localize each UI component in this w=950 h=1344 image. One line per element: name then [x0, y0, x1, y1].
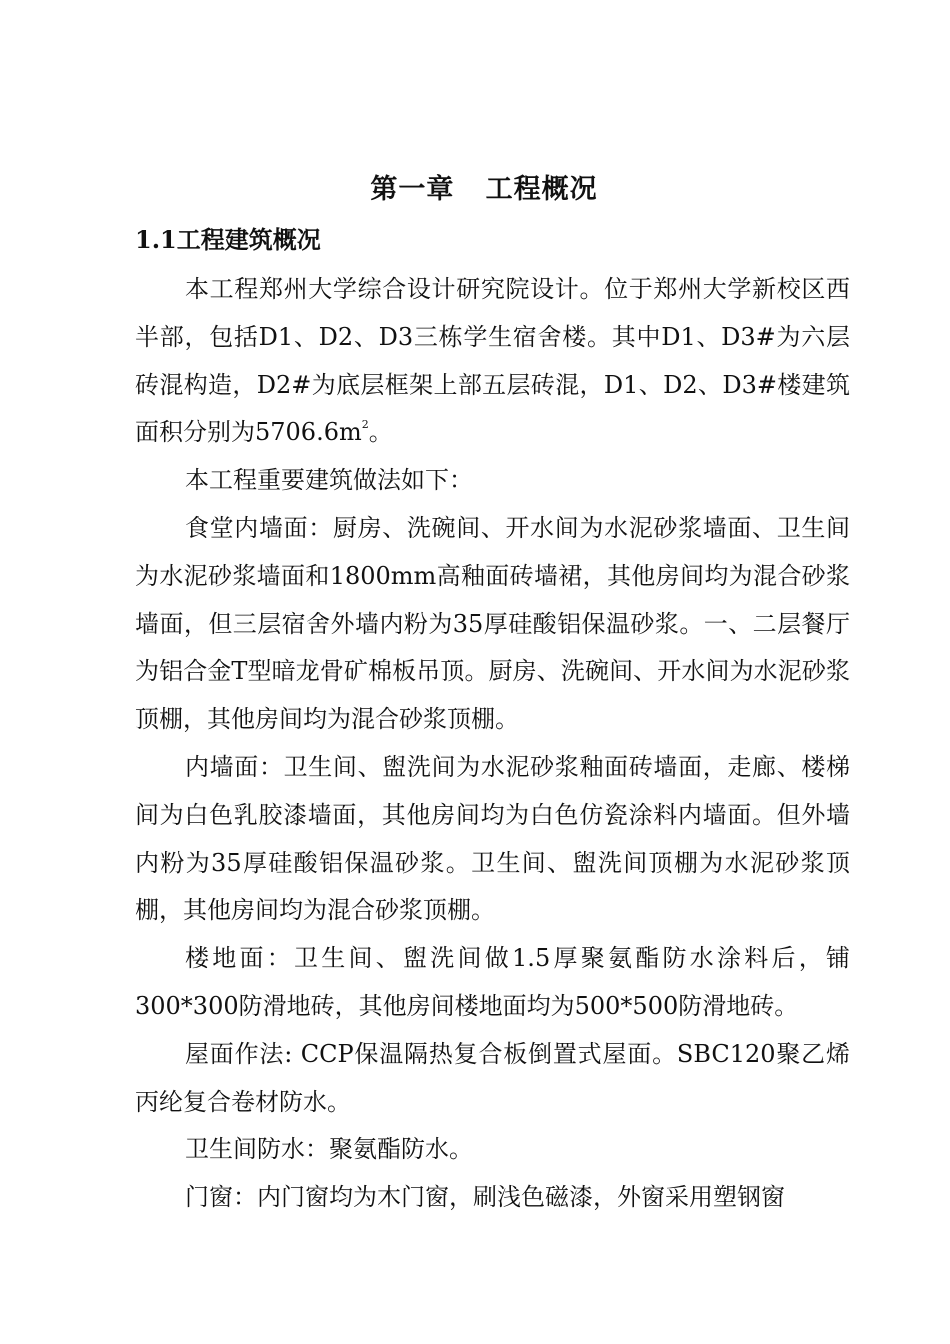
paragraph-canteen-walls: 食堂内墙面：厨房、洗碗间、开水间为水泥砂浆墙面、卫生间为水泥砂浆墙面和1800mm高釉面砖墙裙，其他房间均为混合砂浆墙面，但三层宿舍外墙内粉为35厚硅酸铝保温砂浆。一、二层餐厅为铝合金T型暗龙骨矿棉板吊顶。厨房、洗碗间、开水间为水泥砂浆顶棚，其他房间均为混合砂浆顶棚。 [135, 513, 850, 734]
paragraph-methods-intro: 本工程重要建筑做法如下： [185, 466, 473, 495]
paragraph-roof: 屋面作法: CCP保温隔热复合板倒置式屋面。SBC120聚乙烯丙纶复合卷材防水。 [135, 1039, 850, 1116]
section-title: 1.1工程建筑概况 [135, 225, 321, 254]
paragraph-waterproofing: 卫生间防水：聚氨酯防水。 [185, 1135, 473, 1164]
paragraph-doors-windows: 门窗：内门窗均为木门窗，刷浅色磁漆，外窗采用塑钢窗 [185, 1183, 785, 1212]
paragraph-overview-tail: 。 [368, 418, 393, 447]
paragraph-floors: 楼地面：卫生间、盥洗间做1.5厚聚氨酯防水涂料后，铺300*300防滑地砖，其他房间楼地面均为500*500防滑地砖。 [135, 944, 850, 1020]
paragraph-overview-text: 本工程郑州大学综合设计研究院设计。位于郑州大学新校区西半部，包括D1、D2、D3三栋学生宿舍楼。其中D1、D3#为六层砖混构造，D2#为底层框架上部五层砖混，D1、D2、D3#楼建筑面积分别为5706.6m [135, 275, 850, 447]
paragraph-overview [135, 266, 850, 457]
body-text [135, 266, 850, 1222]
chapter-title: 第一章 工程概况 [370, 174, 598, 205]
paragraph-interior-walls: 内墙面：卫生间、盥洗间为水泥砂浆釉面砖墙面，走廊、楼梯间为白色乳胶漆墙面，其他房间均为白色仿瓷涂料内墙面。但外墙内粉为35厚硅酸铝保温砂浆。卫生间、盥洗间顶棚为水泥砂浆顶棚，其他房间均为混合砂浆顶棚。 [135, 752, 850, 925]
area-unit-superscript: 2 [361, 418, 369, 432]
